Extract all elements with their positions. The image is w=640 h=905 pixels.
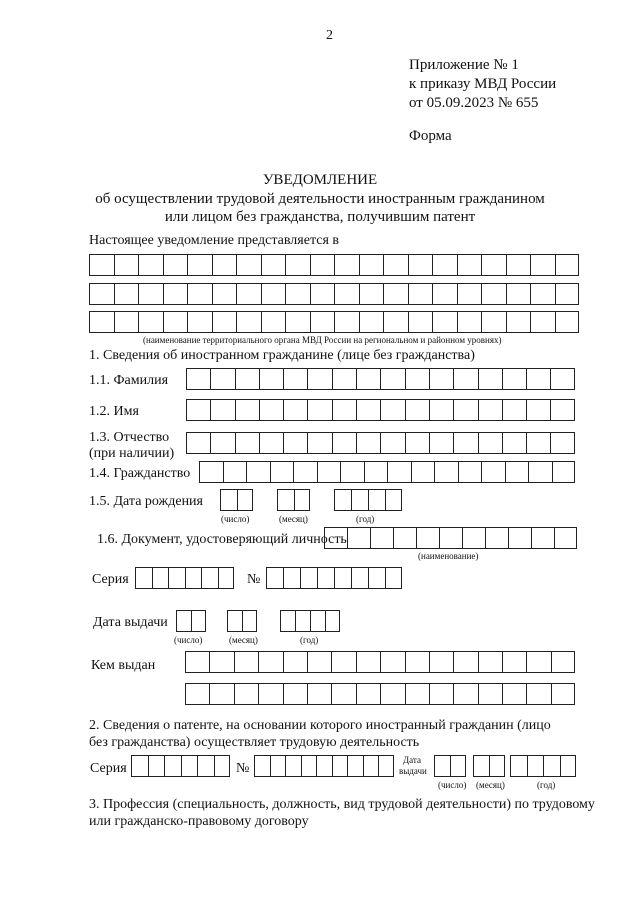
- char-cell[interactable]: [307, 651, 331, 673]
- char-cell[interactable]: [201, 567, 218, 589]
- char-cell[interactable]: [235, 368, 259, 390]
- char-cell[interactable]: [209, 683, 233, 705]
- surname-cells[interactable]: [186, 368, 575, 390]
- document-title: УВЕДОМЛЕНИЕ: [262, 172, 378, 188]
- char-cell[interactable]: [163, 254, 188, 276]
- char-cell[interactable]: [411, 461, 435, 483]
- char-cell[interactable]: [526, 399, 550, 421]
- char-cell[interactable]: [212, 254, 237, 276]
- char-cell[interactable]: [550, 368, 574, 390]
- char-cell[interactable]: [212, 283, 237, 305]
- document-subtitle-1: об осуществлении трудовой деятельности иностранным гражданином: [95, 191, 545, 207]
- patent-series-cells[interactable]: [131, 755, 230, 777]
- doc-series-label: Серия: [92, 572, 129, 587]
- char-cell[interactable]: [258, 651, 282, 673]
- char-cell[interactable]: [551, 651, 575, 673]
- char-cell[interactable]: [478, 368, 502, 390]
- char-cell[interactable]: [187, 311, 212, 333]
- char-cell[interactable]: [383, 283, 408, 305]
- intro-text: Настоящее уведомление представляется в: [89, 233, 340, 248]
- char-cell[interactable]: [234, 651, 258, 673]
- char-cell[interactable]: [218, 567, 235, 589]
- char-cell[interactable]: [138, 283, 163, 305]
- char-cell[interactable]: [530, 283, 555, 305]
- appendix-line: Приложение № 1: [409, 57, 519, 73]
- char-cell[interactable]: [293, 461, 317, 483]
- char-cell[interactable]: [526, 683, 550, 705]
- char-cell[interactable]: [356, 651, 380, 673]
- char-cell[interactable]: [405, 399, 429, 421]
- patent-number-cells[interactable]: [254, 755, 394, 777]
- char-cell[interactable]: [332, 432, 356, 454]
- char-cell[interactable]: [380, 651, 404, 673]
- char-cell[interactable]: [363, 755, 379, 777]
- char-cell[interactable]: [508, 527, 531, 549]
- char-cell[interactable]: [332, 399, 356, 421]
- char-cell[interactable]: [478, 651, 502, 673]
- char-cell[interactable]: [254, 755, 270, 777]
- patent-date-label-1: Дата: [403, 755, 421, 765]
- char-cell[interactable]: [334, 283, 359, 305]
- char-cell[interactable]: [258, 683, 282, 705]
- char-cell[interactable]: [185, 567, 202, 589]
- char-cell[interactable]: [393, 527, 416, 549]
- issue-day-cells[interactable]: [176, 610, 206, 632]
- char-cell[interactable]: [214, 755, 231, 777]
- char-cell[interactable]: [555, 254, 580, 276]
- char-cell[interactable]: [429, 399, 453, 421]
- char-cell[interactable]: [152, 567, 169, 589]
- char-cell[interactable]: [347, 527, 370, 549]
- char-cell[interactable]: [551, 683, 575, 705]
- char-cell[interactable]: [359, 283, 384, 305]
- char-cell[interactable]: [148, 755, 165, 777]
- patent-year-caption: (год): [537, 780, 556, 790]
- char-cell[interactable]: [235, 399, 259, 421]
- birth-month-cells[interactable]: [277, 489, 310, 511]
- char-cell[interactable]: [555, 283, 580, 305]
- char-cell[interactable]: [552, 461, 576, 483]
- organ-caption: (наименование территориального органа МВД России на региональном и районном уровнях): [143, 335, 502, 345]
- char-cell[interactable]: [481, 283, 506, 305]
- char-cell[interactable]: [359, 254, 384, 276]
- char-cell[interactable]: [163, 283, 188, 305]
- char-cell[interactable]: [261, 311, 286, 333]
- char-cell[interactable]: [334, 489, 351, 511]
- char-cell[interactable]: [210, 399, 234, 421]
- char-cell[interactable]: [408, 254, 433, 276]
- char-cell[interactable]: [316, 755, 332, 777]
- char-cell[interactable]: [432, 254, 457, 276]
- patent-year-cells[interactable]: [510, 755, 576, 777]
- char-cell[interactable]: [356, 683, 380, 705]
- char-cell[interactable]: [489, 755, 505, 777]
- char-cell[interactable]: [462, 527, 485, 549]
- name-label: 1.2. Имя: [89, 404, 139, 419]
- char-cell[interactable]: [186, 399, 210, 421]
- patent-day-caption: (число): [438, 780, 467, 790]
- char-cell[interactable]: [408, 283, 433, 305]
- char-cell[interactable]: [259, 432, 283, 454]
- issue-month-cells[interactable]: [227, 610, 257, 632]
- char-cell[interactable]: [434, 755, 450, 777]
- char-cell[interactable]: [185, 683, 209, 705]
- char-cell[interactable]: [186, 368, 210, 390]
- birth-day-caption: (число): [221, 514, 250, 524]
- char-cell[interactable]: [285, 254, 310, 276]
- patent-month-caption: (месяц): [476, 780, 505, 790]
- char-cell[interactable]: [295, 610, 310, 632]
- char-cell[interactable]: [457, 311, 482, 333]
- char-cell[interactable]: [300, 567, 317, 589]
- char-cell[interactable]: [310, 254, 335, 276]
- char-cell[interactable]: [526, 651, 550, 673]
- char-cell[interactable]: [187, 283, 212, 305]
- order-date-line: от 05.09.2023 № 655: [409, 95, 539, 111]
- char-cell[interactable]: [185, 651, 209, 673]
- issue-day-caption: (число): [174, 635, 203, 645]
- char-cell[interactable]: [114, 254, 139, 276]
- char-cell[interactable]: [285, 283, 310, 305]
- page-number: 2: [326, 28, 333, 43]
- id-document-caption: (наименование): [418, 551, 479, 561]
- char-cell[interactable]: [187, 254, 212, 276]
- char-cell[interactable]: [131, 755, 148, 777]
- char-cell[interactable]: [283, 432, 307, 454]
- char-cell[interactable]: [368, 567, 385, 589]
- char-cell[interactable]: [236, 254, 261, 276]
- char-cell[interactable]: [526, 368, 550, 390]
- char-cell[interactable]: [176, 610, 191, 632]
- char-cell[interactable]: [186, 432, 210, 454]
- section1-heading: 1. Сведения об иностранном гражданине (лице без гражданства): [89, 348, 475, 363]
- char-cell[interactable]: [89, 254, 114, 276]
- char-cell[interactable]: [261, 254, 286, 276]
- patent-date-label-2: выдачи: [399, 766, 427, 776]
- char-cell[interactable]: [387, 461, 411, 483]
- char-cell[interactable]: [481, 311, 506, 333]
- char-cell[interactable]: [242, 610, 257, 632]
- char-cell[interactable]: [380, 368, 404, 390]
- birth-month-caption: (месяц): [279, 514, 308, 524]
- section2-heading-1: 2. Сведения о патенте, на основании которого иностранный гражданин (лицо: [89, 718, 551, 733]
- char-cell[interactable]: [197, 755, 214, 777]
- char-cell[interactable]: [301, 755, 317, 777]
- order-line: к приказу МВД России: [409, 76, 557, 92]
- char-cell[interactable]: [453, 683, 477, 705]
- char-cell[interactable]: [380, 432, 404, 454]
- char-cell[interactable]: [458, 461, 482, 483]
- char-cell[interactable]: [510, 755, 527, 777]
- char-cell[interactable]: [280, 610, 295, 632]
- char-cell[interactable]: [307, 399, 331, 421]
- char-cell[interactable]: [543, 755, 560, 777]
- char-cell[interactable]: [138, 254, 163, 276]
- char-cell[interactable]: [317, 461, 341, 483]
- char-cell[interactable]: [380, 399, 404, 421]
- char-cell[interactable]: [351, 489, 368, 511]
- char-cell[interactable]: [502, 368, 526, 390]
- section3-heading-1: 3. Профессия (специальность, должность, вид трудовой деятельности) по трудовому: [89, 797, 595, 812]
- char-cell[interactable]: [283, 651, 307, 673]
- char-cell[interactable]: [261, 283, 286, 305]
- char-cell[interactable]: [347, 755, 363, 777]
- char-cell[interactable]: [560, 755, 577, 777]
- patronymic-note: (при наличии): [89, 446, 175, 461]
- char-cell[interactable]: [385, 489, 402, 511]
- char-cell[interactable]: [405, 432, 429, 454]
- char-cell[interactable]: [235, 432, 259, 454]
- patronymic-cells[interactable]: [186, 432, 575, 454]
- char-cell[interactable]: [473, 755, 489, 777]
- char-cell[interactable]: [307, 432, 331, 454]
- char-cell[interactable]: [334, 254, 359, 276]
- document-subtitle-2: или лицом без гражданства, получившим патент: [164, 209, 476, 225]
- patent-month-cells[interactable]: [473, 755, 505, 777]
- char-cell[interactable]: [429, 368, 453, 390]
- char-cell[interactable]: [506, 254, 531, 276]
- char-cell[interactable]: [405, 368, 429, 390]
- char-cell[interactable]: [236, 311, 261, 333]
- char-cell[interactable]: [283, 399, 307, 421]
- char-cell[interactable]: [531, 527, 554, 549]
- char-cell[interactable]: [432, 311, 457, 333]
- form-label: Форма: [409, 128, 452, 144]
- char-cell[interactable]: [383, 311, 408, 333]
- char-cell[interactable]: [457, 283, 482, 305]
- birthdate-label: 1.5. Дата рождения: [89, 494, 203, 509]
- char-cell[interactable]: [332, 755, 348, 777]
- char-cell[interactable]: [368, 489, 385, 511]
- char-cell[interactable]: [439, 527, 462, 549]
- issue-month-caption: (месяц): [229, 635, 258, 645]
- char-cell[interactable]: [481, 461, 505, 483]
- char-cell[interactable]: [135, 567, 152, 589]
- char-cell[interactable]: [530, 311, 555, 333]
- citizenship-label: 1.4. Гражданство: [89, 466, 191, 481]
- issue-date-label: Дата выдачи: [93, 615, 168, 630]
- char-cell[interactable]: [370, 527, 393, 549]
- char-cell[interactable]: [270, 755, 286, 777]
- issue-year-caption: (год): [300, 635, 319, 645]
- char-cell[interactable]: [340, 461, 364, 483]
- char-cell[interactable]: [356, 432, 380, 454]
- char-cell[interactable]: [266, 567, 283, 589]
- char-cell[interactable]: [429, 651, 453, 673]
- char-cell[interactable]: [332, 368, 356, 390]
- char-cell[interactable]: [334, 311, 359, 333]
- id-document-cells[interactable]: [324, 527, 577, 549]
- char-cell[interactable]: [138, 311, 163, 333]
- char-cell[interactable]: [527, 755, 544, 777]
- char-cell[interactable]: [220, 489, 237, 511]
- char-cell[interactable]: [554, 527, 577, 549]
- birth-year-cells[interactable]: [334, 489, 402, 511]
- char-cell[interactable]: [453, 368, 477, 390]
- doc-number-label: №: [247, 572, 261, 587]
- organ-row-3[interactable]: [89, 311, 579, 333]
- char-cell[interactable]: [364, 461, 388, 483]
- char-cell[interactable]: [502, 683, 526, 705]
- char-cell[interactable]: [405, 651, 429, 673]
- issued-by-row-2[interactable]: [185, 683, 575, 705]
- char-cell[interactable]: [502, 651, 526, 673]
- char-cell[interactable]: [89, 311, 114, 333]
- char-cell[interactable]: [325, 610, 340, 632]
- char-cell[interactable]: [114, 283, 139, 305]
- section3-heading-2: или гражданско-правовому договору: [89, 814, 309, 829]
- char-cell[interactable]: [285, 311, 310, 333]
- char-cell[interactable]: [506, 283, 531, 305]
- patent-day-cells[interactable]: [434, 755, 466, 777]
- birth-year-caption: (год): [356, 514, 375, 524]
- char-cell[interactable]: [191, 610, 206, 632]
- char-cell[interactable]: [283, 567, 300, 589]
- char-cell[interactable]: [234, 683, 258, 705]
- char-cell[interactable]: [331, 651, 355, 673]
- id-document-label: 1.6. Документ, удостоверяющий личность: [97, 532, 347, 547]
- char-cell[interactable]: [550, 399, 574, 421]
- char-cell[interactable]: [164, 755, 181, 777]
- issue-year-cells[interactable]: [280, 610, 340, 632]
- char-cell[interactable]: [356, 368, 380, 390]
- char-cell[interactable]: [450, 755, 466, 777]
- char-cell[interactable]: [506, 311, 531, 333]
- char-cell[interactable]: [408, 311, 433, 333]
- surname-label: 1.1. Фамилия: [89, 373, 169, 388]
- char-cell[interactable]: [236, 283, 261, 305]
- char-cell[interactable]: [331, 683, 355, 705]
- char-cell[interactable]: [168, 567, 185, 589]
- char-cell[interactable]: [429, 432, 453, 454]
- patronymic-label: 1.3. Отчество: [89, 430, 170, 445]
- char-cell[interactable]: [383, 254, 408, 276]
- char-cell[interactable]: [505, 461, 529, 483]
- patent-number-label: №: [236, 761, 250, 776]
- char-cell[interactable]: [385, 567, 402, 589]
- organ-row-1[interactable]: [89, 254, 579, 276]
- char-cell[interactable]: [210, 432, 234, 454]
- char-cell[interactable]: [481, 254, 506, 276]
- char-cell[interactable]: [223, 461, 247, 483]
- char-cell[interactable]: [285, 755, 301, 777]
- char-cell[interactable]: [209, 651, 233, 673]
- doc-series-cells[interactable]: [135, 567, 234, 589]
- char-cell[interactable]: [310, 283, 335, 305]
- char-cell[interactable]: [528, 461, 552, 483]
- citizenship-cells[interactable]: [199, 461, 575, 483]
- char-cell[interactable]: [89, 283, 114, 305]
- char-cell[interactable]: [478, 399, 502, 421]
- char-cell[interactable]: [294, 489, 311, 511]
- char-cell[interactable]: [526, 432, 550, 454]
- char-cell[interactable]: [310, 610, 325, 632]
- char-cell[interactable]: [270, 461, 294, 483]
- char-cell[interactable]: [453, 399, 477, 421]
- char-cell[interactable]: [307, 368, 331, 390]
- char-cell[interactable]: [334, 567, 351, 589]
- char-cell[interactable]: [380, 683, 404, 705]
- char-cell[interactable]: [114, 311, 139, 333]
- char-cell[interactable]: [478, 683, 502, 705]
- char-cell[interactable]: [356, 399, 380, 421]
- issued-by-label: Кем выдан: [91, 658, 156, 673]
- char-cell[interactable]: [351, 567, 368, 589]
- char-cell[interactable]: [478, 432, 502, 454]
- char-cell[interactable]: [405, 683, 429, 705]
- char-cell[interactable]: [246, 461, 270, 483]
- char-cell[interactable]: [359, 311, 384, 333]
- name-cells[interactable]: [186, 399, 575, 421]
- char-cell[interactable]: [502, 399, 526, 421]
- char-cell[interactable]: [324, 527, 347, 549]
- char-cell[interactable]: [457, 254, 482, 276]
- patent-series-label: Серия: [90, 761, 127, 776]
- char-cell[interactable]: [310, 311, 335, 333]
- section2-heading-2: без гражданства) осуществляет трудовую деятельность: [89, 735, 420, 750]
- char-cell[interactable]: [429, 683, 453, 705]
- doc-number-cells[interactable]: [266, 567, 402, 589]
- organ-row-2[interactable]: [89, 283, 579, 305]
- char-cell[interactable]: [485, 527, 508, 549]
- birth-day-cells[interactable]: [220, 489, 253, 511]
- char-cell[interactable]: [416, 527, 439, 549]
- char-cell[interactable]: [432, 283, 457, 305]
- char-cell[interactable]: [502, 432, 526, 454]
- char-cell[interactable]: [434, 461, 458, 483]
- char-cell[interactable]: [453, 651, 477, 673]
- char-cell[interactable]: [259, 399, 283, 421]
- issued-by-row-1[interactable]: [185, 651, 575, 673]
- char-cell[interactable]: [277, 489, 294, 511]
- char-cell[interactable]: [317, 567, 334, 589]
- char-cell[interactable]: [530, 254, 555, 276]
- char-cell[interactable]: [212, 311, 237, 333]
- char-cell[interactable]: [163, 311, 188, 333]
- char-cell[interactable]: [210, 368, 234, 390]
- char-cell[interactable]: [199, 461, 223, 483]
- char-cell[interactable]: [237, 489, 254, 511]
- char-cell[interactable]: [378, 755, 394, 777]
- char-cell[interactable]: [283, 368, 307, 390]
- char-cell[interactable]: [283, 683, 307, 705]
- char-cell[interactable]: [555, 311, 580, 333]
- char-cell[interactable]: [307, 683, 331, 705]
- char-cell[interactable]: [227, 610, 242, 632]
- char-cell[interactable]: [550, 432, 574, 454]
- char-cell[interactable]: [181, 755, 198, 777]
- char-cell[interactable]: [259, 368, 283, 390]
- char-cell[interactable]: [453, 432, 477, 454]
